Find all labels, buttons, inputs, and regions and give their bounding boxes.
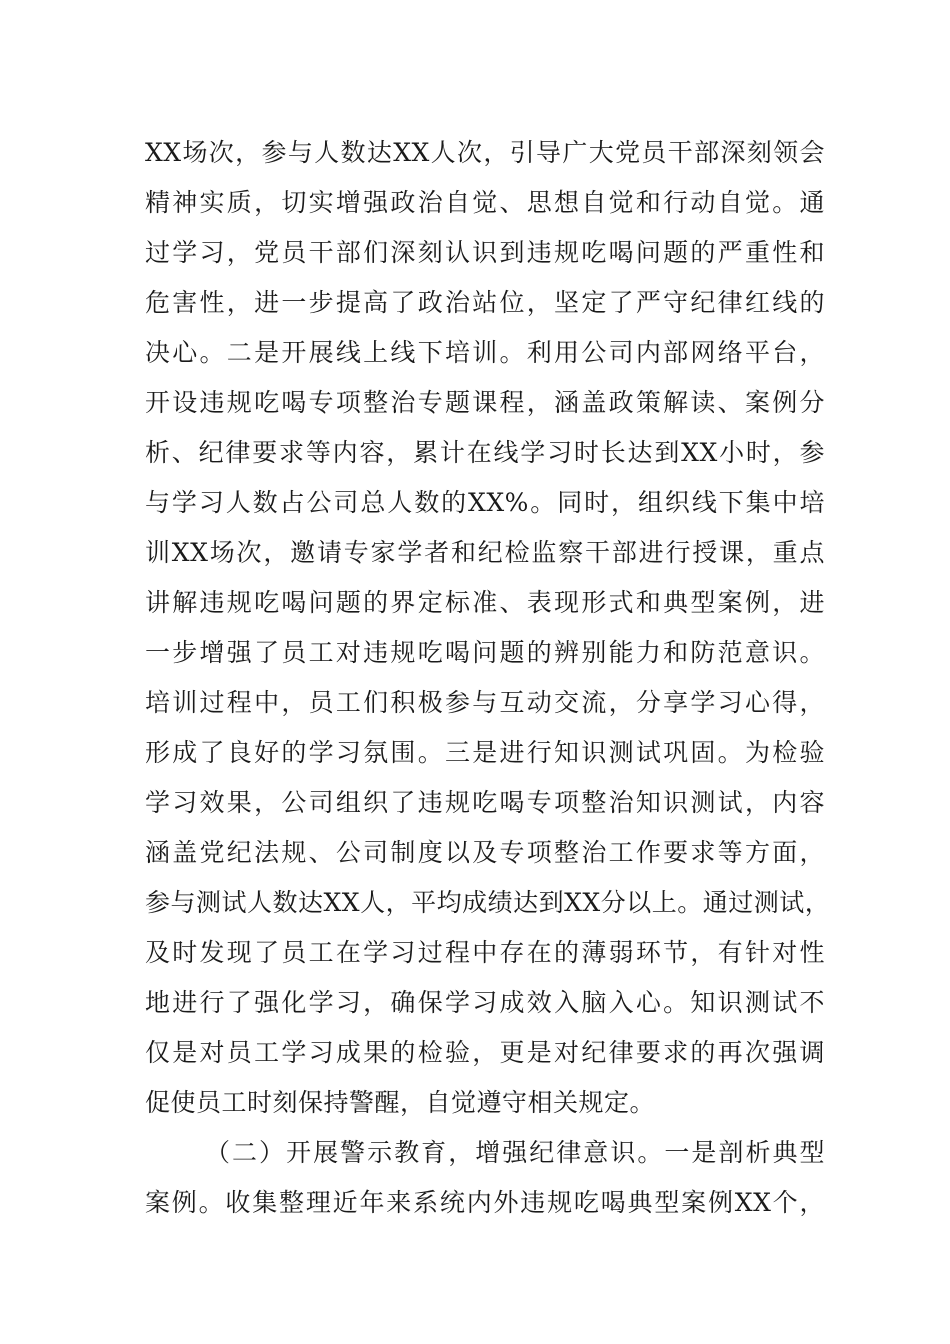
text-line: 决心。二是开展线上线下培训。利用公司内部网络平台， [145, 338, 825, 367]
text-line: 析、纪律要求等内容，累计在线学习时长达到XX小时，参 [145, 438, 825, 467]
text-line: 参与测试人数达XX人，平均成绩达到XX分以上。通过测试， [145, 888, 831, 917]
text-line: 涵盖党纪法规、公司制度以及专项整治工作要求等方面， [145, 838, 825, 867]
text-line: 仅是对员工学习成果的检验，更是对纪律要求的再次强调 [145, 1038, 825, 1067]
text-line: 培训过程中，员工们积极参与互动交流，分享学习心得， [145, 688, 825, 717]
text-line: 案例。收集整理近年来系统内外违规吃喝典型案例XX个， [145, 1188, 825, 1217]
text-line: 开设违规吃喝专项整治专题课程，涵盖政策解读、案例分 [145, 388, 825, 417]
text-line: 危害性，进一步提高了政治站位，坚定了严守纪律红线的 [145, 288, 825, 317]
text-line: 训XX场次，邀请专家学者和纪检监察干部进行授课，重点 [145, 538, 825, 567]
text-line: 讲解违规吃喝问题的界定标准、表现形式和典型案例，进 [145, 588, 825, 617]
text-line: 地进行了强化学习，确保学习成效入脑入心。知识测试不 [145, 988, 825, 1017]
text-line: XX场次，参与人数达XX人次，引导广大党员干部深刻领会 [145, 138, 825, 167]
text-line: 及时发现了员工在学习过程中存在的薄弱环节，有针对性 [145, 938, 825, 967]
text-line: 过学习，党员干部们深刻认识到违规吃喝问题的严重性和 [145, 238, 825, 267]
text-line: 形成了良好的学习氛围。三是进行知识测试巩固。为检验 [145, 738, 825, 767]
text-line: 与学习人数占公司总人数的XX%。同时，组织线下集中培 [145, 488, 825, 517]
text-line: 一步增强了员工对违规吃喝问题的辨别能力和防范意识。 [145, 638, 825, 667]
text-line: 学习效果，公司组织了违规吃喝专项整治知识测试，内容 [145, 788, 825, 817]
text-line: 精神实质，切实增强政治自觉、思想自觉和行动自觉。通 [145, 188, 825, 217]
text-line: 促使员工时刻保持警醒，自觉遵守相关规定。 [145, 1088, 656, 1117]
section-heading-line: （二）开展警示教育，增强纪律意识。一是剖析典型 [205, 1138, 825, 1167]
